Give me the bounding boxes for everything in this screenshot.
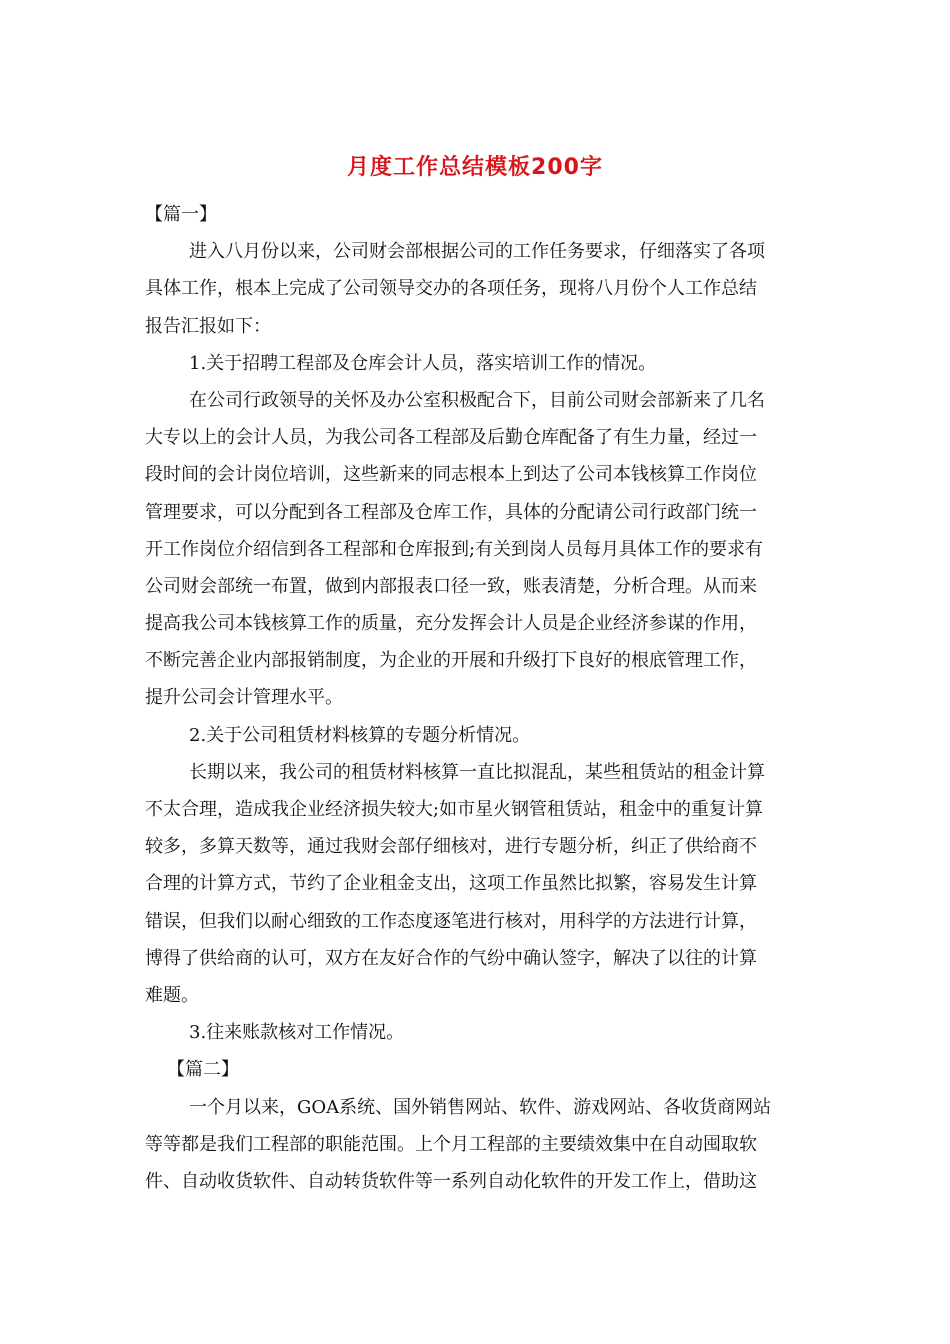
paragraph-line: 件、自动收货软件、自动转货软件等一系列自动化软件的开发工作上，借助这 (145, 1170, 757, 1192)
paragraph-line: 一个月以来，GOA系统、国外销售网站、软件、游戏网站、各收货商网站 (189, 1096, 772, 1118)
paragraph-line: 长期以来，我公司的租赁材料核算一直比拟混乱，某些租赁站的租金计算 (189, 761, 765, 783)
paragraph-line: 难题。 (145, 984, 199, 1006)
paragraph-line: 开工作岗位介绍信到各工程部和仓库报到;有关到岗人员每月具体工作的要求有 (145, 538, 764, 560)
section-heading: 【篇二】 (167, 1059, 239, 1081)
paragraph-line: 段时间的会计岗位培训，这些新来的同志根本上到达了公司本钱核算工作岗位 (145, 464, 757, 486)
paragraph-line: 合理的计算方式，节约了企业租金支出，这项工作虽然比拟繁，容易发生计算 (145, 873, 757, 895)
paragraph-line: 提高我公司本钱核算工作的质量，充分发挥会计人员是企业经济参谋的作用， (145, 613, 757, 635)
paragraph-line: 等等都是我们工程部的职能范围。上个月工程部的主要绩效集中在自动囤取软 (145, 1133, 757, 1155)
paragraph-line: 错误，但我们以耐心细致的工作态度逐笔进行核对，用科学的方法进行计算， (145, 910, 757, 932)
paragraph-line: 进入八月份以来，公司财会部根据公司的工作任务要求，仔细落实了各项 (189, 241, 765, 263)
paragraph-line: 管理要求，可以分配到各工程部及仓库工作，具体的分配请公司行政部门统一 (145, 501, 757, 523)
paragraph-line: 公司财会部统一布置，做到内部报表口径一致，账表清楚，分析合理。从而来 (145, 575, 757, 597)
paragraph-line: 在公司行政领导的关怀及办公室积极配合下，目前公司财会部新来了几名 (189, 389, 765, 411)
paragraph-line: 具体工作，根本上完成了公司领导交办的各项任务，现将八月份个人工作总结 (145, 278, 757, 300)
section-heading: 【篇一】 (145, 204, 217, 225)
paragraph-line: 不太合理，造成我企业经济损失较大;如市星火钢管租赁站，租金中的重复计算 (145, 799, 764, 820)
paragraph-line: 提升公司会计管理水平。 (145, 687, 343, 709)
document-title: 月度工作总结模板200字 (347, 155, 603, 180)
list-item: 2.关于公司租赁材料核算的专题分析情况。 (189, 724, 531, 746)
list-item: 1.关于招聘工程部及仓库会计人员，落实培训工作的情况。 (189, 352, 657, 374)
paragraph-line: 大专以上的会计人员，为我公司各工程部及后勤仓库配备了有生力量，经过一 (145, 427, 757, 449)
list-item: 3.往来账款核对工作情况。 (189, 1022, 405, 1044)
paragraph-line: 报告汇报如下： (145, 315, 271, 337)
paragraph-line: 博得了供给商的认可，双方在友好合作的气纷中确认签字，解决了以往的计算 (145, 947, 757, 969)
paragraph-line: 不断完善企业内部报销制度，为企业的开展和升级打下良好的根底管理工作， (145, 650, 757, 672)
paragraph-line: 较多，多算天数等，通过我财会部仔细核对，进行专题分析，纠正了供给商不 (145, 836, 757, 858)
document-body (145, 196, 810, 1200)
